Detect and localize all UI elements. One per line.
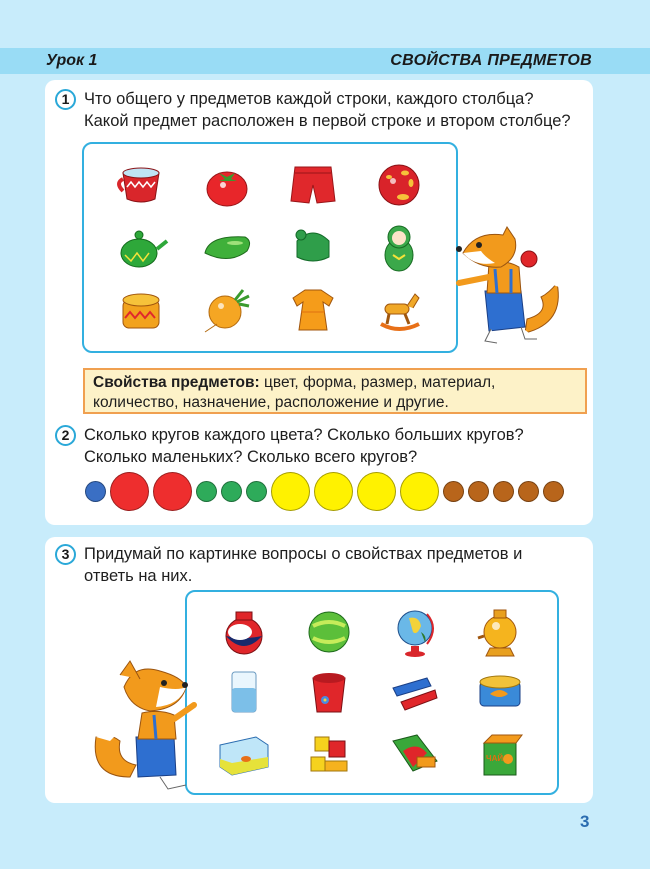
circle-large <box>110 472 149 511</box>
circle-small <box>468 481 489 502</box>
fox-character-icon <box>445 223 570 353</box>
tomato-icon <box>199 159 255 211</box>
task-1-line-1: Что общего у предметов каждой строки, каждого столбца? <box>84 90 534 108</box>
circle-small <box>221 481 242 502</box>
toy-blocks-icon <box>301 727 357 779</box>
bucket-icon <box>301 666 357 718</box>
green-ball-icon <box>301 606 357 658</box>
info-definition: цвет, форма, размер, материал, количество, назначение, расположение и другие. <box>93 374 496 411</box>
task-3-picture-grid <box>185 590 559 795</box>
circle-large <box>271 472 310 511</box>
task-number-badge: 1 <box>55 89 76 110</box>
circle-small <box>246 481 267 502</box>
glass-of-water-icon <box>216 666 272 718</box>
fox-character-icon <box>90 657 200 797</box>
green-teapot-icon <box>113 221 169 273</box>
turnip-icon <box>199 284 255 336</box>
jug-icon <box>216 606 272 658</box>
task-1-picture-grid <box>82 142 458 353</box>
matryoshka-icon <box>371 221 427 273</box>
circles-row <box>85 471 565 511</box>
orange-dress-icon <box>285 284 341 336</box>
orange-pot-icon <box>113 284 169 336</box>
globe-icon <box>387 606 443 658</box>
rocking-horse-icon <box>371 284 427 336</box>
circle-small <box>85 481 106 502</box>
task-2-line-1: Сколько кругов каждого цвета? Сколько больших кругов? <box>84 426 524 444</box>
red-cup-icon <box>113 159 169 211</box>
task-2-line-2: Сколько маленьких? Сколько всего кругов? <box>84 448 418 466</box>
circle-small <box>443 481 464 502</box>
circle-small <box>518 481 539 502</box>
task-3-line-1: Придумай по картинке вопросы о свойствах предметов и <box>84 545 523 563</box>
pencil-box-icon <box>387 727 443 779</box>
page-number: 3 <box>580 812 590 831</box>
info-box-properties <box>83 368 587 414</box>
circle-large <box>357 472 396 511</box>
crayons-icon <box>387 666 443 718</box>
red-shorts-icon <box>285 159 341 211</box>
lesson-title: СВОЙСТВА ПРЕДМЕТОВ <box>390 52 592 69</box>
info-term: Свойства предметов: <box>93 374 260 391</box>
task-1-question <box>55 88 571 132</box>
task-1-card <box>45 80 593 525</box>
task-1-line-2: Какой предмет расположен в первой строке и втором столбце? <box>84 112 571 130</box>
lesson-label: Урок 1 <box>46 52 98 69</box>
task-3-card <box>45 537 593 803</box>
task-number-badge: 3 <box>55 544 76 565</box>
task-3-line-2: ответь на них. <box>84 567 193 585</box>
tin-can-icon <box>472 666 528 718</box>
svg-text:ЧАЙ: ЧАЙ <box>486 753 504 763</box>
task-2-question <box>55 424 524 468</box>
circle-small <box>196 481 217 502</box>
aquarium-icon <box>216 727 272 779</box>
samovar-icon <box>472 606 528 658</box>
task-number-badge: 2 <box>55 425 76 446</box>
task-3-question <box>55 543 522 587</box>
circle-large <box>314 472 353 511</box>
circle-large <box>400 472 439 511</box>
circle-small <box>543 481 564 502</box>
red-ball-icon <box>371 159 427 211</box>
cucumber-icon <box>199 221 255 273</box>
green-hat-icon <box>285 221 341 273</box>
circle-small <box>493 481 514 502</box>
tea-box-icon <box>472 727 528 779</box>
circle-large <box>153 472 192 511</box>
